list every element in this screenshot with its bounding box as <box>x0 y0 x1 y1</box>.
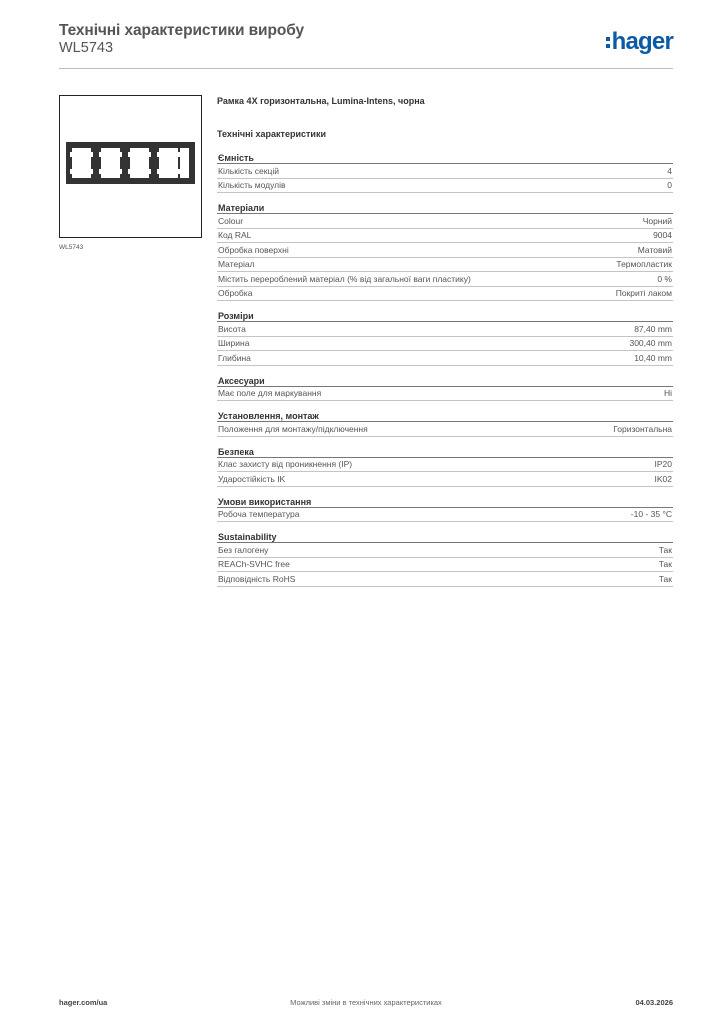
spec-label: Висота <box>218 323 246 334</box>
hager-logo <box>606 28 673 56</box>
spec-label: Глибина <box>218 352 251 363</box>
spec-row <box>217 214 673 229</box>
spec-value: Так <box>658 559 672 570</box>
spec-label: Робоча температура <box>218 509 300 520</box>
spec-label: Код RAL <box>218 230 252 241</box>
header-divider <box>59 68 673 69</box>
spec-group-title: Установлення, монтаж <box>217 410 673 422</box>
spec-value: Так <box>658 573 672 584</box>
spec-group-title: Ємність <box>217 152 673 164</box>
spec-row <box>217 572 673 587</box>
spec-label: Ударостійкість IK <box>218 473 286 484</box>
spec-value: Так <box>658 544 672 555</box>
spec-value: -10 - 35 °C <box>630 509 672 520</box>
spec-value: IP20 <box>654 459 672 470</box>
spec-row <box>217 272 673 287</box>
spec-row <box>217 287 673 302</box>
spec-value: 0 % <box>657 273 672 284</box>
logo-mark-icon <box>606 37 610 48</box>
spec-label: Обробка поверхні <box>218 244 289 255</box>
spec-label: Ширина <box>218 338 250 349</box>
spec-group-title: Матеріали <box>217 202 673 214</box>
footer-disclaimer: Можливі зміни в технічних характеристиках <box>290 998 442 1007</box>
page-footer <box>59 998 673 1010</box>
spec-group-materials <box>217 202 673 301</box>
spec-label: Положення для монтажу/підключення <box>218 423 368 434</box>
spec-value: IK02 <box>654 473 672 484</box>
spec-label: Містить перероблений матеріал (% від загальної ваги пластику) <box>218 273 471 284</box>
spec-row <box>217 543 673 558</box>
spec-label: Має поле для маркування <box>218 388 322 399</box>
spec-group-operating-conditions <box>217 496 673 523</box>
spec-label: Colour <box>218 215 244 226</box>
footer-website-link[interactable]: hager.com/ua <box>59 998 108 1007</box>
spec-value: 0 <box>667 180 672 191</box>
spec-content <box>217 96 673 596</box>
spec-group-capacity <box>217 152 673 193</box>
spec-row <box>217 164 673 179</box>
spec-row <box>217 387 673 402</box>
spec-value: Матовий <box>637 244 672 255</box>
spec-group-title: Розміри <box>217 310 673 322</box>
spec-group-title: Умови використання <box>217 496 673 508</box>
spec-value: Покриті лаком <box>615 288 672 299</box>
spec-label: Без галогену <box>218 544 269 555</box>
spec-label: Клас захисту від проникнення (IP) <box>218 459 353 470</box>
spec-label: Обробка <box>218 288 253 299</box>
spec-value: Термопластик <box>616 259 672 270</box>
product-name: Рамка 4X горизонтальна, Lumina-Intens, чорна <box>217 96 425 106</box>
spec-value: 9004 <box>653 230 672 241</box>
spec-group-dimensions <box>217 310 673 366</box>
spec-row <box>217 322 673 337</box>
spec-heading: Технічні характеристики <box>217 129 326 139</box>
spec-label: Матеріал <box>218 259 255 270</box>
page-header <box>59 22 673 68</box>
spec-group-title: Sustainability <box>217 531 673 543</box>
spec-value: Горизонтальна <box>613 423 672 434</box>
spec-label: REACh-SVHC free <box>218 559 290 570</box>
spec-row <box>217 472 673 487</box>
spec-row <box>217 337 673 352</box>
four-gang-frame-icon <box>59 95 202 238</box>
spec-label: Відповідність RoHS <box>218 573 296 584</box>
logo-text: hager <box>611 28 673 55</box>
document-title: Технічні характеристики виробу <box>59 22 304 39</box>
spec-value: 87,40 mm <box>634 323 672 334</box>
spec-row <box>217 458 673 473</box>
spec-row <box>217 351 673 366</box>
spec-group-safety <box>217 446 673 487</box>
spec-row <box>217 258 673 273</box>
spec-value: Ні <box>663 388 672 399</box>
spec-label: Кількість модулів <box>218 180 286 191</box>
spec-row <box>217 179 673 194</box>
spec-value: 300,40 mm <box>629 338 672 349</box>
spec-value: 4 <box>667 165 672 176</box>
footer-date: 04.03.2026 <box>635 998 673 1007</box>
image-caption: WL5743 <box>59 244 84 251</box>
spec-group-accessories <box>217 375 673 402</box>
spec-row <box>217 508 673 523</box>
spec-row <box>217 422 673 437</box>
spec-group-title: Аксесуари <box>217 375 673 387</box>
spec-value: 10,40 mm <box>634 352 672 363</box>
spec-group-title: Безпека <box>217 446 673 458</box>
spec-value: Чорний <box>642 215 672 226</box>
spec-group-installation <box>217 410 673 437</box>
document-product-code: WL5743 <box>59 40 114 56</box>
spec-group-sustainability <box>217 531 673 587</box>
spec-row <box>217 243 673 258</box>
spec-row <box>217 229 673 244</box>
spec-label: Кількість секцій <box>218 165 279 176</box>
spec-row <box>217 558 673 573</box>
